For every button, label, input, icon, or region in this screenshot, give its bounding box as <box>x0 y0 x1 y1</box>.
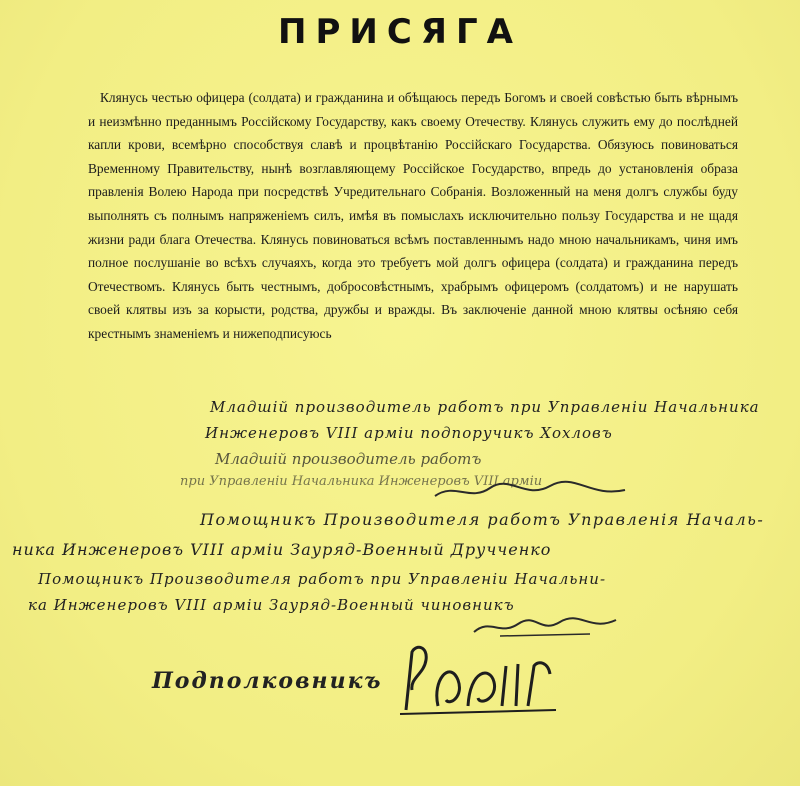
handwritten-line-4: при Управленіи Начальника Инженеровъ VIII арміи <box>180 474 543 489</box>
signature-scribble-2 <box>470 612 620 640</box>
handwritten-line-3: Младшій производитель работъ <box>215 450 482 468</box>
handwritten-line-9: Подполковникъ <box>152 668 383 694</box>
handwritten-line-6: ника Инженеровъ VIII арміи Зауряд-Военный Дручченко <box>12 540 552 559</box>
oath-text: Клянусь честью офицера (солдата) и гражданина и обѣщаюсь передъ Богомъ и своей совѣстью быть вѣрнымъ и неизмѣнно преданнымъ Россійскому Государству, какъ своему Отечеству. Клянусь служить ему до послѣдней капли крови, всемѣрно способствуя славѣ и процвѣтанію Россійскаго Государства. Обязуюсь повиноваться Временному Правительству, нынѣ возглавляющему Россійское Государство, впредь до установленія образа правленія Волею Народа при посредствѣ Учредительнаго Собранія. Возложенный на меня долгъ службы буду выполнять съ полнымъ напряженіемъ силъ, имѣя въ помыслахъ исключительно пользу Государства и не щадя жизни ради блага Отечества. Клянусь повиноваться всѣмъ поставленнымъ надо мною начальникамъ, чиня имъ полное послушаніе во всѣхъ случаяхъ, когда это требуетъ мой долгъ офицера (солдата) и гражданина передъ Отечествомъ. Клянусь быть честнымъ, добросовѣстнымъ, храбрымъ офицеромъ (солдатомъ) и не нарушать своей клятвы изъ за корысти, родства, дружбы и вражды. Въ заключеніе данной мною клятвы осѣняю себя крестнымъ знаменіемъ и нижеподписуюсь <box>88 90 738 341</box>
handwritten-line-8: ка Инженеровъ VIII арміи Зауряд-Военный чиновникъ <box>28 596 515 614</box>
handwritten-line-2: Инженеровъ VIII арміи подпоручикъ Хохловъ <box>205 424 613 442</box>
handwritten-line-7: Помощникъ Производителя работъ при Управленіи Начальни- <box>38 570 607 588</box>
signature-scribble-3 <box>398 640 558 718</box>
handwritten-line-1: Младшій производитель работъ при Управленіи Начальника <box>210 398 760 416</box>
document-title: ПРИСЯГА <box>278 12 522 52</box>
signature-scribble-1 <box>430 478 630 504</box>
handwritten-line-5: Помощникъ Производителя работъ Управленія Началь- <box>200 510 765 529</box>
